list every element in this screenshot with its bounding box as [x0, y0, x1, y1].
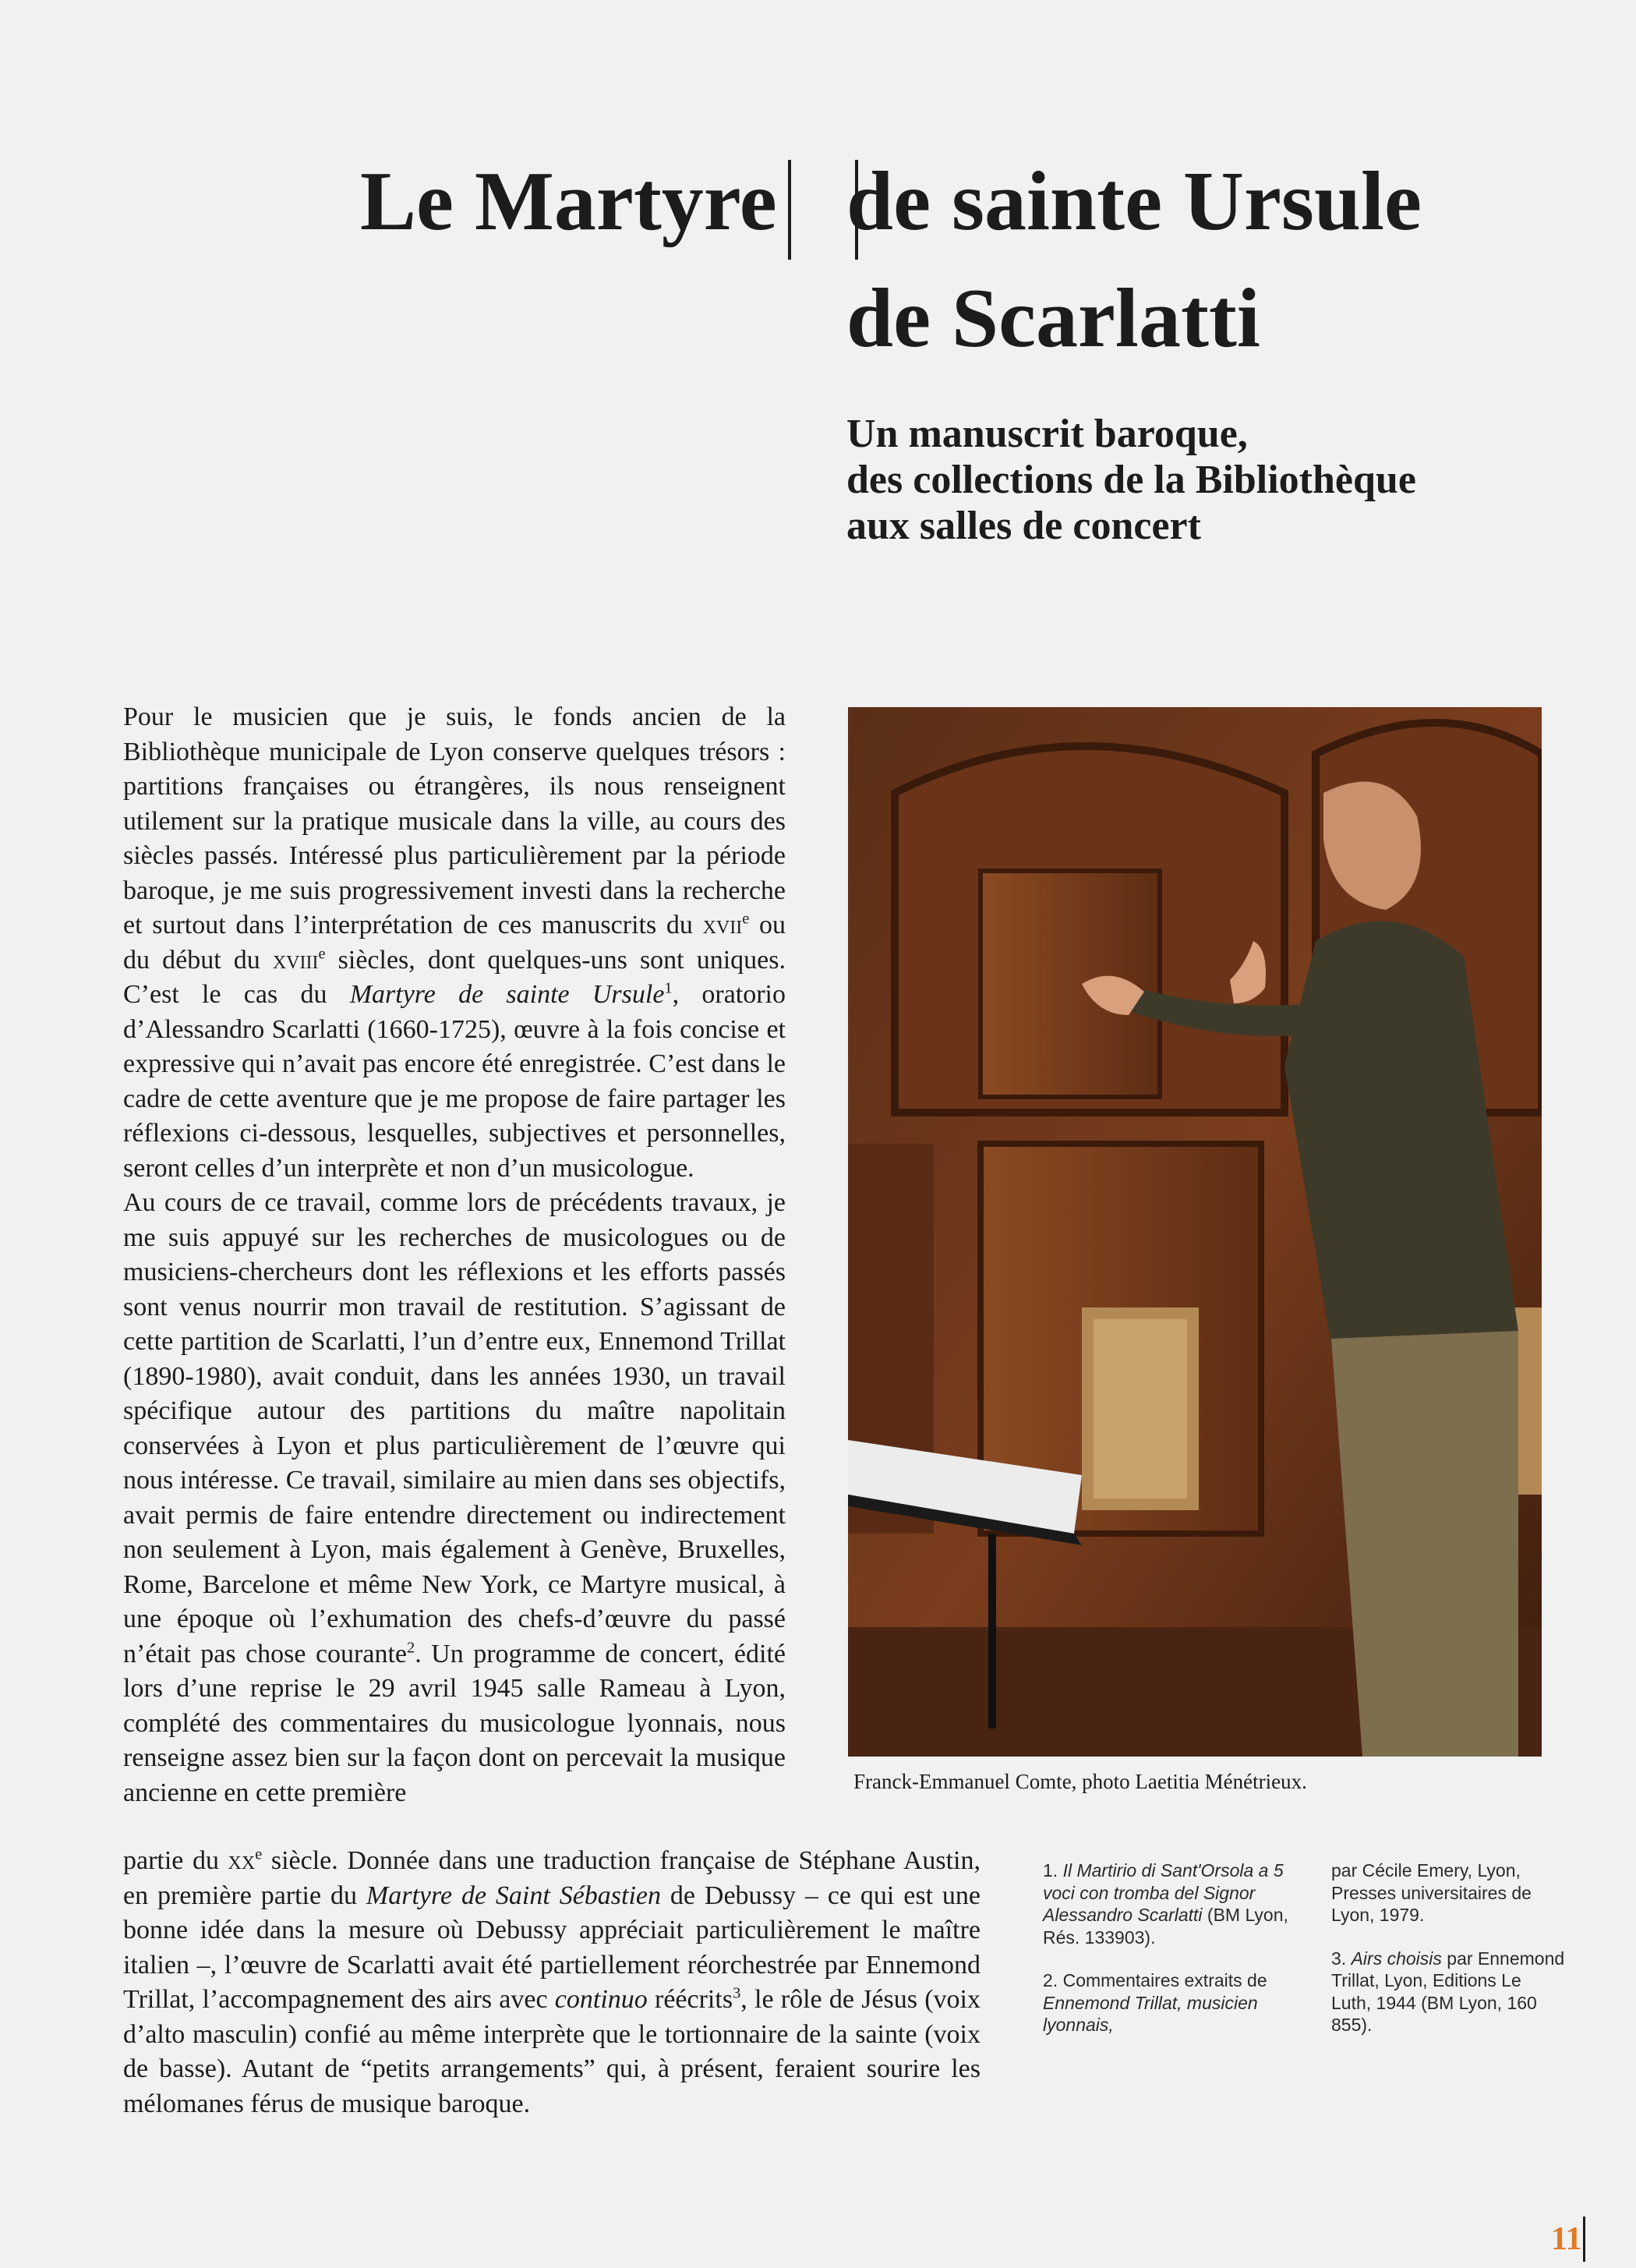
paragraph-2-continued [123, 1844, 981, 2121]
century-numeral: xviii [272, 945, 319, 975]
superscript-e: e [742, 910, 750, 928]
footnotes-right [1331, 1859, 1565, 2057]
superscript-e: e [318, 945, 326, 963]
footnote-ref-3: 3 [733, 1984, 741, 2002]
subtitle [846, 411, 1595, 549]
page-number-bar [1583, 2217, 1585, 2262]
text-run: . Un programme de concert, édité lors d’une reprise le 29 avril 1945 salle Rameau à Lyon, complété des commentaires du musicologue lyonnais, nous renseigne assez bien sur la façon dont on percevait la musique ancienne en cette première [123, 1639, 786, 1807]
paragraph-1 [123, 700, 786, 1186]
text-run: Pour le musicien que je suis, le fonds ancien de la Bibliothèque municipale de Lyon conserve quelques trésors : partitions françaises ou étrangères, ils nous renseignent utilement sur la pratique musicale dans la ville, au cours des siècles passés. Intéressé plus particulièrement par la période baroque, je me suis progressivement investi dans la recherche et surtout dans l’interprétation de ces manuscrits du [123, 702, 786, 939]
text-run: partie du [123, 1846, 228, 1875]
superscript-e: e [255, 1845, 263, 1863]
text-run: de Debussy – ce qui est une bonne idée dans la mesure où Debussy appréciait particulièrement le maître italien –, l’œuvre de Scarlatti avait été partiellement réorchestrée par Ennemond Trillat, l’accompagnement des airs avec [123, 1881, 981, 2014]
subtitle-line: des collections de la Bibliothèque [846, 458, 1416, 502]
photo-caption: Franck-Emmanuel Comte, photo Laetitia Ménétrieux. [853, 1770, 1307, 1793]
text-run: siècles, dont quelques-uns sont uniques. C’est le cas du [123, 945, 786, 1009]
footnote-2 [1043, 1969, 1300, 2036]
work-title: Martyre de Saint Sébastien [366, 1881, 662, 1910]
century-numeral: xvii [702, 911, 743, 939]
text-run: siècle. Donnée dans une traduction française de Stéphane Austin, en première partie du [123, 1846, 981, 1910]
footnote-2-continued: par Cécile Emery, Lyon, Presses universitaires de Lyon, 1979. [1331, 1860, 1532, 1925]
footnote-ref-2: 2 [407, 1639, 415, 1657]
paragraph-2 [123, 1186, 786, 1810]
subtitle-line: aux salles de concert [846, 504, 1201, 548]
title-line-2: de Scarlatti [846, 272, 1260, 365]
title-divider-left [788, 160, 791, 260]
footnote-text: par Ennemond Trillat, Lyon, Editions Le Luth, 1944 (BM Lyon, 160 855). [1331, 1948, 1565, 2035]
footnote-text: Commentaires extraits de [1062, 1970, 1267, 1990]
footnote-text: (BM Lyon, Rés. 133903). [1043, 1905, 1288, 1948]
footnote-italic: Ennemond Trillat, musicien lyonnais, [1043, 1992, 1258, 2035]
footnote-number: 3. [1331, 1948, 1352, 1969]
footnote-3 [1331, 1948, 1565, 2036]
page-number: 11 [1551, 2221, 1582, 2257]
text-run: , le rôle de Jésus (voix d’alto masculin) confié au même interprète que le tortionnaire de la sainte (voix de basse). Autant de “petits arrangements” qui, à présent, feraient sourire les mélomanes férus de musique baroque. [123, 1985, 981, 2118]
footnote-1 [1043, 1859, 1300, 1948]
text-run: réécrits [647, 1985, 733, 2014]
footnote-italic: Il Martirio di Sant'Orsola a 5 voci con tromba del Signor Alessandro Scarlatti [1043, 1860, 1284, 1925]
italic-term: continuo [554, 1985, 648, 2014]
footnote-italic: Airs choisis [1351, 1948, 1442, 1969]
footnotes-left [1043, 1859, 1300, 2057]
subtitle-line: Un manuscrit baroque, [846, 412, 1248, 456]
text-run: Au cours de ce travail, comme lors de précédents travaux, je me suis appuyé sur les recherches de musicologues ou de musiciens-chercheurs dont les réflexions et les efforts passés sont venus nourrir mon travail de restitution. S’agissant de cette partition de Scarlatti, l’un d’entre eux, Ennemond Trillat (1890-1980), avait conduit, dans les années 1930, un travail spécifique autour des partitions du maître napolitain conservées à Lyon et plus particulièrement de l’œuvre qui nous intéresse. Ce travail, similaire au mien dans ses objectifs, avait permis de faire entendre directement ou indirectement non seulement à Lyon, mais également à Genève, Bruxelles, Rome, Barcelone et même New York, ce Martyre musical, à une époque où l’exhumation des chefs-d’œuvre du passé n’était pas chose courante [123, 1188, 786, 1668]
footnote-number: 1. [1043, 1860, 1063, 1881]
text-run: ou du début du [123, 911, 786, 975]
conductor-photo [848, 707, 1542, 1757]
work-title: Martyre de sainte Ursule [349, 980, 665, 1009]
title-part-2: de sainte Ursule [846, 155, 1422, 248]
title-part-1: Le Martyre [360, 155, 777, 248]
body-text-column [123, 700, 786, 1810]
body-text-wide [123, 1844, 981, 2121]
footnote-ref-1: 1 [664, 979, 673, 997]
text-run: , oratorio d’Alessandro Scarlatti (1660-1725), œuvre à la fois concise et expressive qui n’avait pas encore été enregistrée. C’est dans le cadre de cette aventure que je me propose de faire partager les réflexions ci-dessous, lesquelles, subjectives et personnelles, seront celles d’un interprète et non d’un musicologue. [123, 980, 786, 1183]
footnote-number: 2. [1043, 1970, 1063, 1990]
century-numeral: xx [228, 1846, 256, 1875]
